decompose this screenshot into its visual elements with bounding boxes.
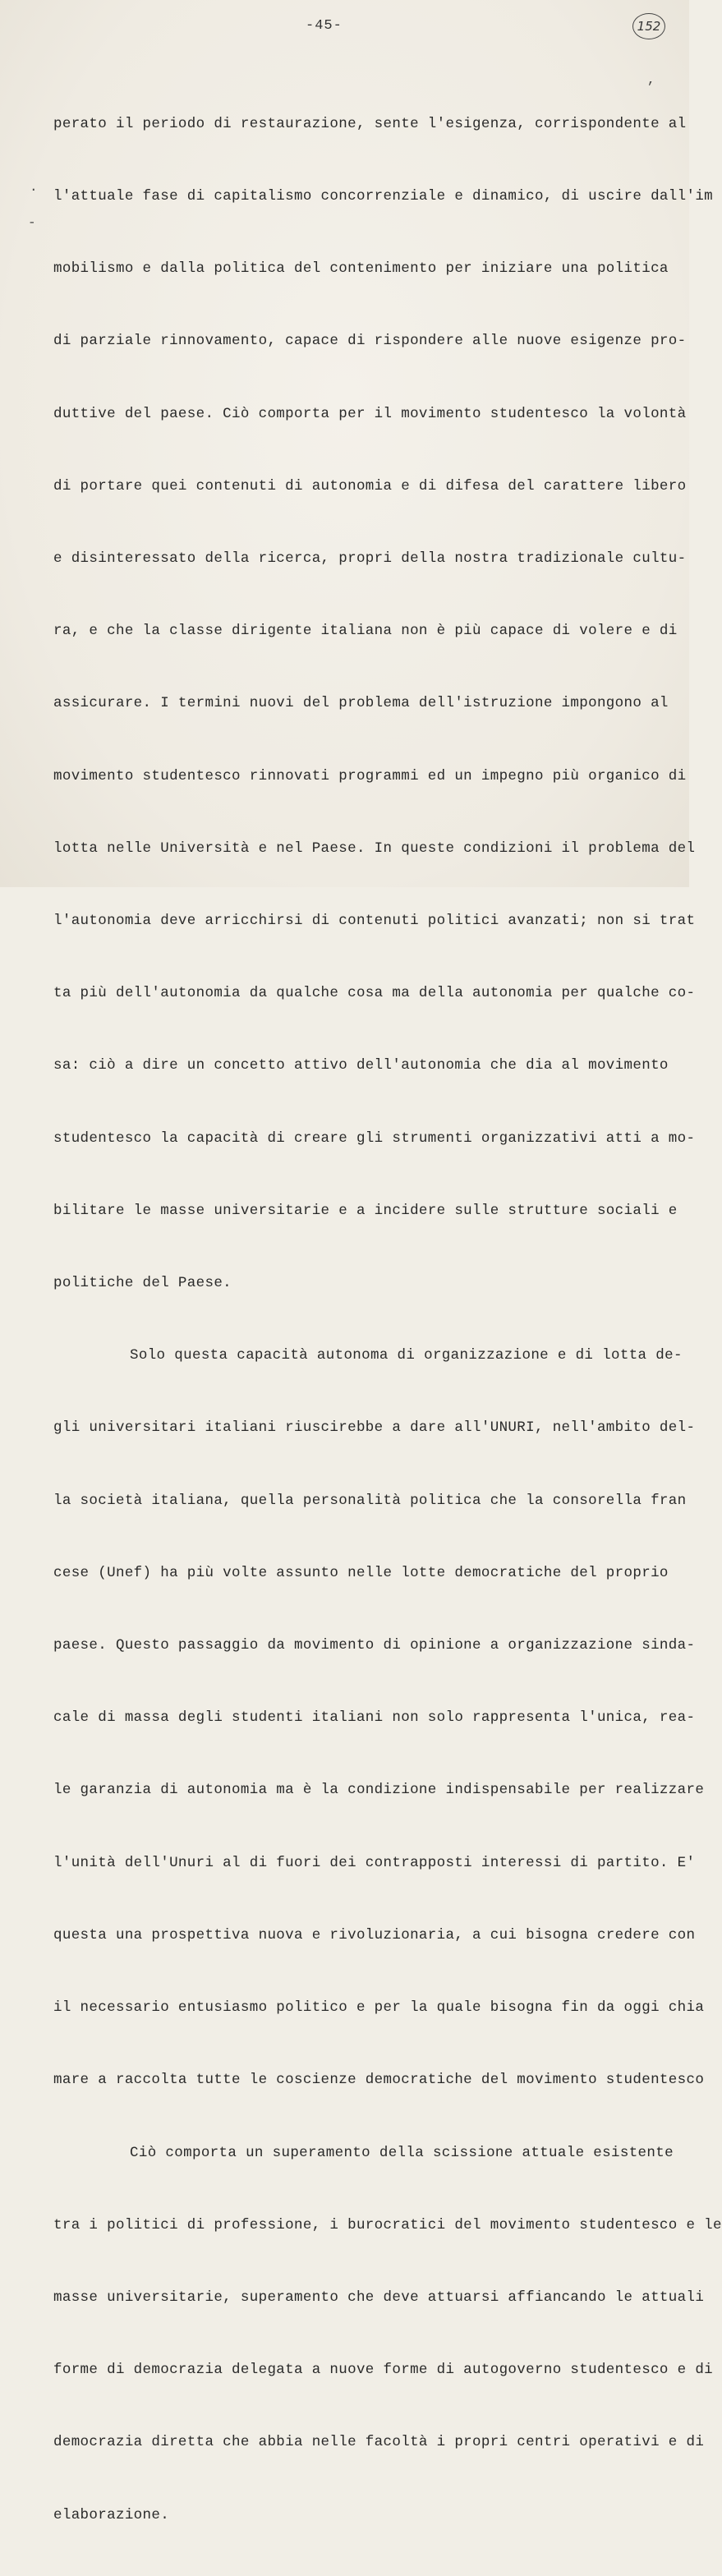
archive-number-stamp: 152 [632,13,665,39]
text-line: questa una prospettiva nuova e rivoluzionaria, a cui bisogna credere con [53,1926,696,1944]
text-line: assicurare. I termini nuovi del problema dell'istruzione impongono al [53,695,669,712]
text-line: movimento studentesco rinnovati programmi ed un impegno più organico di [53,767,687,784]
page-number: -45- [306,18,343,34]
text-line: ra, e che la classe dirigente italiana non è più capace di volere e di [53,623,678,640]
text-line: cese (Unef) ha più volte assunto nelle lotte democratiche del proprio [53,1564,669,1581]
text-line: perato il periodo di restaurazione, sente l'esigenza, corrispondente al [53,115,687,132]
margin-tick: , [647,72,655,87]
text-line: democrazia diretta che abbia nelle facoltà i propri centri operativi e di [53,2434,705,2451]
text-line: sa: ciò a dire un concetto attivo dell'autonomia che dia al movimento [53,1057,669,1074]
text-line: l'unità dell'Unuri al di fuori dei contrapposti interessi di partito. E' [53,1854,696,1871]
text-line: mobilismo e dalla politica del contenimento per iniziare una politica [53,260,669,278]
text-line: le garanzia di autonomia ma è la condizione indispensabile per realizzare [53,1782,705,1799]
text-line: di parziale rinnovamento, capace di rispondere alle nuove esigenze pro- [53,333,687,350]
text-line: politiche del Paese. [53,1275,232,1292]
text-line: mare a raccolta tutte le coscienze democratiche del movimento studentesco [53,2072,705,2089]
margin-dash: - [28,215,36,230]
typewritten-text [53,64,722,2576]
text-line: l'attuale fase di capitalismo concorrenziale e dinamico, di uscire dall'im [53,188,714,205]
text-line: elaborazione. [53,2506,170,2523]
text-line: e disinteressato della ricerca, propri della nostra tradizionale cultu- [53,550,687,568]
text-line: la società italiana, quella personalità politica che la consorella fran [53,1492,687,1509]
paragraph-start-line: Solo questa capacità autonoma di organizzazione e di lotta de- [130,1347,683,1364]
text-line: ta più dell'autonomia da qualche cosa ma della autonomia per qualche co- [53,985,696,1002]
text-line: duttive del paese. Ciò comporta per il movimento studentesco la volontà [53,405,687,422]
text-line: bilitare le masse universitarie e a incidere sulle strutture sociali e [53,1202,678,1219]
text-line: l'autonomia deve arricchirsi di contenuti politici avanzati; non si trat [53,913,696,930]
text-line: tra i politici di professione, i burocratici del movimento studentesco e le [53,2216,722,2233]
text-line: paese. Questo passaggio da movimento di opinione a organizzazione sinda- [53,1637,696,1654]
text-line: cale di massa degli studenti italiani non solo rappresenta l'unica, rea- [53,1709,696,1727]
text-line: di portare quei contenuti di autonomia e di difesa del carattere libero [53,477,687,494]
text-line: il necessario entusiasmo politico e per la quale bisogna fin da oggi chia [53,1999,705,2017]
text-line: studentesco la capacità di creare gli strumenti organizzativi atti a mo- [53,1129,696,1147]
text-line: forme di democrazia delegata a nuove forme di autogoverno studentesco e di [53,2362,714,2379]
text-line: masse universitarie, superamento che deve attuarsi affiancando le attuali [53,2288,705,2306]
margin-dot: · [30,182,38,197]
paragraph-start-line: Ciò comporta un superamento della scissione attuale esistente [130,2144,674,2161]
text-line: gli universitari italiani riuscirebbe a dare all'UNURI, nell'ambito del- [53,1419,696,1437]
text-line: lotta nelle Università e nel Paese. In queste condizioni il problema del [53,840,696,857]
